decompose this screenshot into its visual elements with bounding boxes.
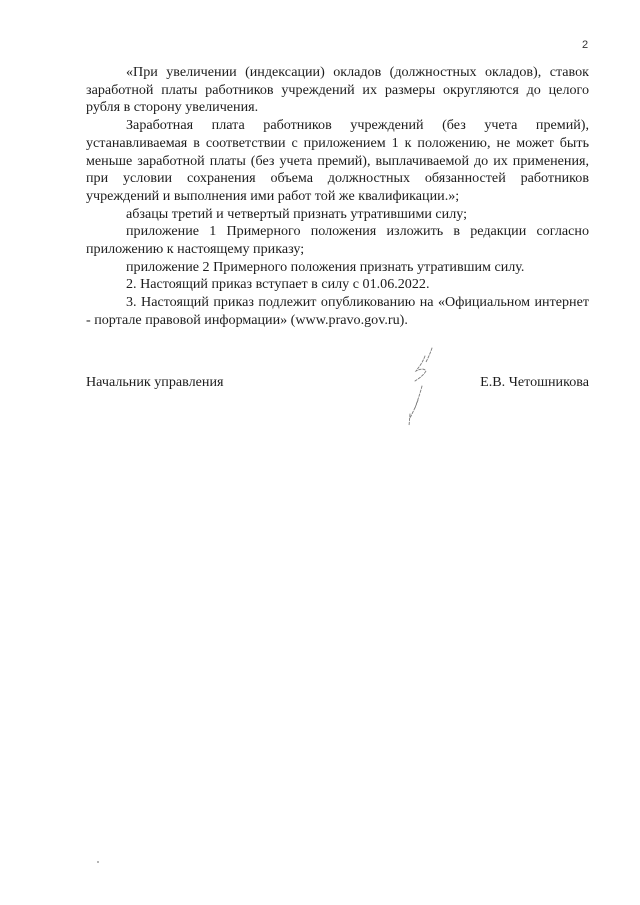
paragraph-publication: 3. Настоящий приказ подлежит опубликованию на «Официальном интернет - портале правовой информации» (www.pravo.gov.ru).	[86, 294, 589, 328]
paragraph-rounding-rule: «При увеличении (индексации) окладов (должностных окладов), ставок заработной платы работников учреждений их размеры округляются до целого рубля в сторону увеличения.	[86, 64, 589, 116]
page-number: 2	[582, 39, 589, 51]
paragraph-repeal-clauses: абзацы третий и четвертый признать утратившими силу;	[126, 205, 468, 222]
signature-block	[86, 374, 589, 444]
paragraph-appendix-2: приложение 2 Примерного положения признать утратившим силу.	[126, 258, 525, 275]
paragraph-appendix-1: приложение 1 Примерного положения изложить в редакции согласно приложению к настоящему приказу;	[86, 223, 589, 258]
paragraph-salary-guarantee: Заработная плата работников учреждений (без учета премий), устанавливаемая в соответствии с приложением 1 к положению, не может быть меньше заработной платы (без учета премий), выплачиваемой до их применения, при условии сохранения объема должностных обязанностей работников учреждений и выполнения ими работ той же квалификации.»;	[86, 117, 589, 204]
paragraph-effective-date: 2. Настоящий приказ вступает в силу с 01.06.2022.	[126, 276, 430, 293]
signer-position: Начальник управления	[86, 374, 224, 390]
scan-artifact	[97, 861, 99, 863]
document-body	[86, 64, 589, 330]
signer-name: Е.В. Четошникова	[480, 374, 589, 390]
handwritten-signature	[404, 344, 444, 434]
